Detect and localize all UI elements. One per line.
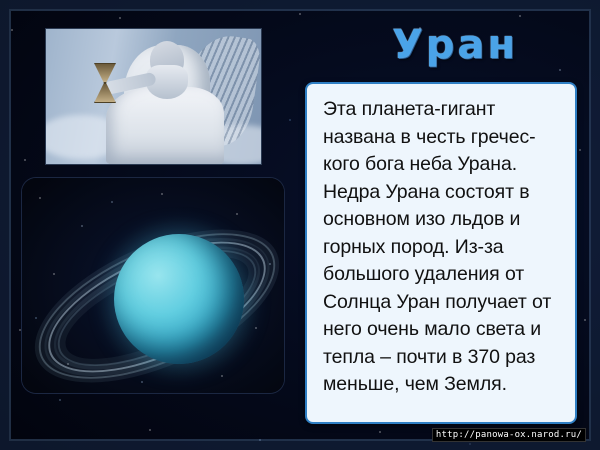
planet-sphere (114, 234, 244, 364)
planet-uranus-image (22, 178, 284, 393)
body-text: Эта планета-гигант названа в честь гречес-кого бога неба Урана. Недра Урана состоят в основном изо льдов и горных пород. Из-за большого удаления от Солнца Уран получает от него очень мало света и тепла – почти в 370 раз меньше, чем Земля. (323, 98, 552, 395)
greek-god-uranus-image (45, 28, 262, 165)
text-panel (305, 82, 577, 424)
page-title: Уран (391, 22, 519, 68)
hourglass-icon (92, 63, 116, 103)
source-watermark: http://panowa-ox.narod.ru/ (432, 428, 586, 442)
